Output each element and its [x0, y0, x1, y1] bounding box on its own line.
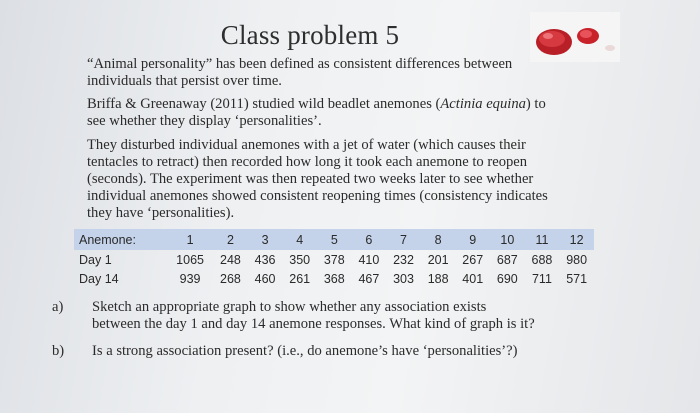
table-cell: 232	[393, 252, 414, 267]
table-header-cell: 5	[317, 229, 352, 250]
table-cell: 368	[323, 271, 345, 286]
table-cell: 687	[496, 252, 518, 267]
question-text	[92, 299, 632, 333]
table-header-cell: 4	[282, 229, 317, 250]
question-marker: b)	[52, 343, 65, 359]
table-cell: 350	[289, 252, 311, 267]
question-line: between the day 1 and day 14 anemone responses. What kind of graph is it?	[92, 316, 535, 332]
method-line: individual anemones showed consistent reopening times (consistency indicates	[87, 188, 548, 204]
table-cell: 467	[358, 271, 380, 286]
definition-line-1: “Animal personality” has been defined as consistent differences between	[87, 56, 513, 72]
table-header-cell: 12	[559, 229, 594, 250]
table-cell: 261	[289, 271, 311, 286]
table-cell: 378	[323, 252, 345, 267]
table-cell: 401	[462, 271, 484, 286]
slide-title: Class problem 5	[220, 20, 400, 50]
method-line: tentacles to retract) then recorded how long it took each anemone to reopen	[87, 154, 528, 170]
table-header-cell: 2	[213, 229, 248, 250]
study-paragraph	[87, 96, 607, 130]
method-line: they have ‘personalities).	[87, 205, 235, 221]
table-cell: 460	[254, 271, 276, 286]
table-cell: 690	[496, 271, 518, 286]
study-line-2: see whether they display ‘personalities’.	[87, 113, 322, 129]
question-line: Sketch an appropriate graph to show whether any association exists	[92, 299, 487, 315]
table-header-label: Anemone:	[74, 229, 167, 250]
study-line-1-suffix: ) to	[525, 96, 546, 112]
table-row-day-1	[74, 250, 594, 269]
table-header-cell: 9	[455, 229, 490, 250]
table-cell: 267	[462, 252, 484, 267]
table-cell: 571	[566, 271, 588, 286]
row-label: Day 14	[79, 271, 119, 286]
table-header-cell: 6	[352, 229, 387, 250]
table-cell: 688	[531, 252, 553, 267]
method-line: They disturbed individual anemones with a jet of water (which causes their	[87, 137, 526, 153]
anemone-data-table	[74, 229, 594, 288]
definition-paragraph	[87, 56, 607, 90]
species-name: Actinia equina	[440, 96, 526, 112]
table-cell: 201	[427, 252, 449, 267]
anemone-photo	[530, 12, 620, 62]
table-cell: 939	[179, 271, 201, 286]
question-line: Is a strong association present? (i.e., do anemone’s have ‘personalities’?)	[92, 343, 518, 359]
table-cell: 711	[531, 271, 552, 286]
table-header-cell: 3	[248, 229, 283, 250]
table-cell: 980	[566, 252, 588, 267]
study-line-1-prefix: Briffa & Greenaway (2011) studied wild beadlet anemones (	[87, 96, 441, 112]
table-cell: 268	[220, 271, 241, 286]
table-header-cell: 8	[421, 229, 456, 250]
table-row-day-14	[74, 269, 594, 288]
table-cell: 410	[358, 252, 380, 267]
row-label: Day 1	[79, 252, 112, 267]
table-header-cell: 1	[167, 229, 213, 250]
method-paragraph	[87, 137, 607, 222]
question-marker: a)	[52, 299, 64, 315]
anemone-photo-icon	[530, 12, 620, 62]
table-header-cell: 10	[490, 229, 525, 250]
table-cell: 436	[254, 252, 276, 267]
table-cell: 248	[220, 252, 241, 267]
table-header-row	[74, 229, 594, 250]
table-header-cell: 7	[386, 229, 421, 250]
table-cell: 188	[427, 271, 449, 286]
table-header-cell: 11	[525, 229, 560, 250]
definition-line-2: individuals that persist over time.	[87, 73, 282, 89]
method-line: (seconds). The experiment was then repeated two weeks later to see whether	[87, 171, 534, 187]
study-line-1	[87, 96, 607, 113]
table-cell: 1065	[176, 252, 204, 267]
question-text	[92, 343, 632, 360]
table-cell: 303	[393, 271, 414, 286]
